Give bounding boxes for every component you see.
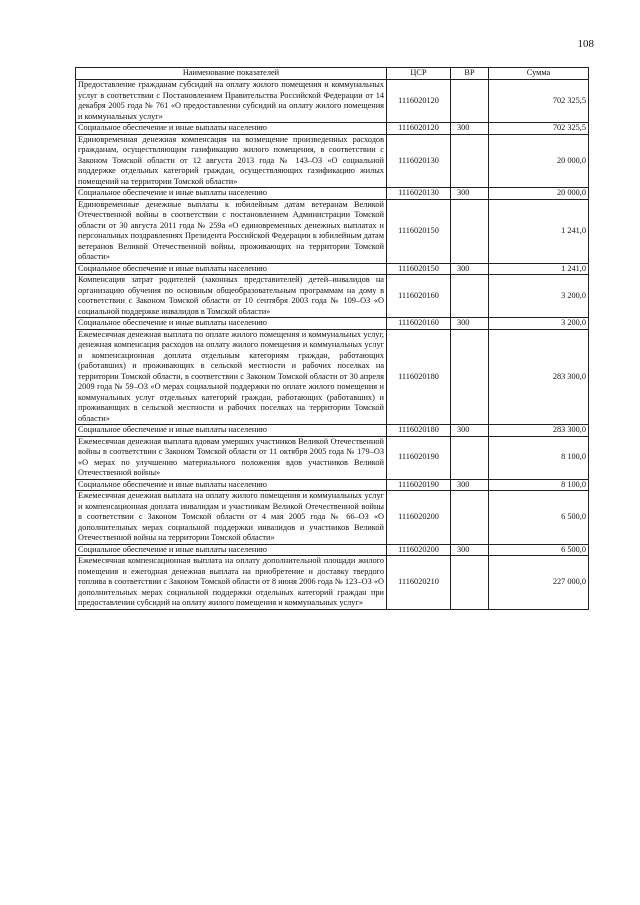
page-number: 108 bbox=[577, 38, 594, 50]
row-sum-cell: 3 200,0 bbox=[489, 275, 589, 318]
row-sum-cell: 283 300,0 bbox=[489, 425, 589, 437]
row-sum-cell: 6 500,0 bbox=[489, 544, 589, 556]
table-row bbox=[76, 425, 589, 437]
row-vr-cell bbox=[451, 491, 489, 545]
row-vr-cell bbox=[451, 436, 489, 479]
row-csr-cell: 1116020180 bbox=[387, 425, 451, 437]
row-sum-cell: 1 241,0 bbox=[489, 199, 589, 263]
row-csr-cell: 1116020190 bbox=[387, 479, 451, 491]
row-sum-cell: 20 000,0 bbox=[489, 134, 589, 188]
table-body bbox=[76, 80, 589, 610]
row-csr-cell: 1116020160 bbox=[387, 275, 451, 318]
table-row bbox=[76, 436, 589, 479]
row-sum-cell: 1 241,0 bbox=[489, 263, 589, 275]
row-sum-cell: 8 100,0 bbox=[489, 436, 589, 479]
row-sum-cell: 8 100,0 bbox=[489, 479, 589, 491]
row-csr-cell: 1116020150 bbox=[387, 199, 451, 263]
header-vr: ВР bbox=[451, 68, 489, 80]
row-vr-cell: 300 bbox=[451, 425, 489, 437]
row-csr-cell: 1116020150 bbox=[387, 263, 451, 275]
row-vr-cell bbox=[451, 556, 489, 610]
row-vr-cell: 300 bbox=[451, 479, 489, 491]
row-vr-cell bbox=[451, 275, 489, 318]
row-name-cell: Единовременная денежная компенсация на возмещение произведенных расходов гражданам, осуществляющим газификацию жилого помещения, в соответствии с Законом Томской области от 12 августа 2013 года № 143–ОЗ «О социальной поддержке отдельных категорий граждан, осуществляющих газификацию жилых помещений на территории Томской области» bbox=[76, 134, 387, 188]
table-row bbox=[76, 123, 589, 135]
row-csr-cell: 1116020130 bbox=[387, 134, 451, 188]
row-name-cell: Социальное обеспечение и иные выплаты населению bbox=[76, 479, 387, 491]
row-name-cell: Ежемесячная денежная выплата по оплате жилого помещения и коммунальных услуг, денежная компенсация расходов на оплату жилого помещения и коммунальных услуг и компенсационная доплата отдельным категориям граждан, работающих (работавших) и проживающих в сельской местности и рабочих поселках на территории Томской области, в соответствии с Законом Томской области от 30 апреля 2009 года № 59–ОЗ «О мерах социальной поддержки по оплате жилого помещения и коммунальных услуг отдельных категорий граждан, работающих (работавших) и проживающих в сельской местности и рабочих поселках на территории Томской области» bbox=[76, 329, 387, 425]
table-row bbox=[76, 544, 589, 556]
table-row bbox=[76, 329, 589, 425]
row-csr-cell: 1116020160 bbox=[387, 318, 451, 330]
table-row bbox=[76, 134, 589, 188]
table-row bbox=[76, 491, 589, 545]
table-row bbox=[76, 556, 589, 610]
row-name-cell: Предоставление гражданам субсидий на оплату жилого помещения и коммунальных услуг в соответствии с Постановлением Правительства Российской Федерации от 14 декабря 2005 года № 761 «О предоставлении субсидий на оплату жилого помещения и коммунальных услуг» bbox=[76, 80, 387, 123]
row-name-cell: Социальное обеспечение и иные выплаты населению bbox=[76, 318, 387, 330]
row-name-cell: Социальное обеспечение и иные выплаты населению bbox=[76, 544, 387, 556]
row-vr-cell: 300 bbox=[451, 263, 489, 275]
row-sum-cell: 6 500,0 bbox=[489, 491, 589, 545]
table-row bbox=[76, 318, 589, 330]
row-vr-cell: 300 bbox=[451, 318, 489, 330]
row-name-cell: Ежемесячная компенсационная выплата на оплату дополнительной площади жилого помещения и ежегодная денежная выплата на приобретение и доставку твердого топлива в соответствии с Законом Томской области от 8 июня 2006 года № 123–ОЗ «О дополнительных мерах социальной поддержки отдельных категорий граждан при предоставлении субсидий на оплату жилого помещения и коммунальных услуг» bbox=[76, 556, 387, 610]
row-vr-cell bbox=[451, 329, 489, 425]
row-vr-cell: 300 bbox=[451, 123, 489, 135]
row-vr-cell bbox=[451, 134, 489, 188]
row-name-cell: Социальное обеспечение и иные выплаты населению bbox=[76, 123, 387, 135]
row-csr-cell: 1116020120 bbox=[387, 80, 451, 123]
table-row bbox=[76, 188, 589, 200]
row-sum-cell: 702 325,5 bbox=[489, 80, 589, 123]
row-sum-cell: 227 000,0 bbox=[489, 556, 589, 610]
row-csr-cell: 1116020200 bbox=[387, 491, 451, 545]
row-csr-cell: 1116020190 bbox=[387, 436, 451, 479]
budget-table bbox=[75, 67, 589, 610]
table-row bbox=[76, 263, 589, 275]
table-header-row bbox=[76, 68, 589, 80]
row-name-cell: Ежемесячная денежная выплата вдовам умерших участников Великой Отечественной войны в соответствии с Законом Томской области от 11 октября 2005 года № 179–ОЗ «О мерах по улучшению материального положения вдов участников Великой Отечественной войны» bbox=[76, 436, 387, 479]
row-csr-cell: 1116020210 bbox=[387, 556, 451, 610]
row-vr-cell bbox=[451, 199, 489, 263]
row-vr-cell: 300 bbox=[451, 188, 489, 200]
row-csr-cell: 1116020200 bbox=[387, 544, 451, 556]
row-vr-cell bbox=[451, 80, 489, 123]
header-name: Наименование показателей bbox=[76, 68, 387, 80]
table-row bbox=[76, 199, 589, 263]
row-sum-cell: 283 300,0 bbox=[489, 329, 589, 425]
header-sum: Сумма bbox=[489, 68, 589, 80]
table-row bbox=[76, 80, 589, 123]
header-csr: ЦСР bbox=[387, 68, 451, 80]
row-name-cell: Компенсация затрат родителей (законных представителей) детей–инвалидов на организацию обучения по основным общеобразовательным программам на дому в соответствии с Законом Томской области от 10 сентября 2003 года № 109–ОЗ «О социальной поддержке инвалидов в Томской области» bbox=[76, 275, 387, 318]
row-sum-cell: 702 325,5 bbox=[489, 123, 589, 135]
row-sum-cell: 3 200,0 bbox=[489, 318, 589, 330]
row-name-cell: Ежемесячная денежная выплата на оплату жилого помещения и коммунальных услуг и компенсационная доплата инвалидам и участникам Великой Отечественной войны в соответствии с Законом Томской области от 4 мая 2005 года № 66–ОЗ «О дополнительных мерах социальной поддержки инвалидов и участников Великой Отечественной войны на территории Томской области» bbox=[76, 491, 387, 545]
row-name-cell: Единовременные денежные выплаты к юбилейным датам ветеранам Великой Отечественной войны в соответствии с постановлением Администрации Томской области от 30 августа 2011 года № 259а «О единовременных денежных выплатах и персональных поздравлениях Президента Российской Федерации к юбилейным датам ветеранов Великой Отечественной войны, проживающих на территории Томской области» bbox=[76, 199, 387, 263]
row-csr-cell: 1116020180 bbox=[387, 329, 451, 425]
row-csr-cell: 1116020130 bbox=[387, 188, 451, 200]
row-name-cell: Социальное обеспечение и иные выплаты населению bbox=[76, 263, 387, 275]
row-vr-cell: 300 bbox=[451, 544, 489, 556]
table-row bbox=[76, 479, 589, 491]
row-sum-cell: 20 000,0 bbox=[489, 188, 589, 200]
table-row bbox=[76, 275, 589, 318]
row-name-cell: Социальное обеспечение и иные выплаты населению bbox=[76, 425, 387, 437]
row-csr-cell: 1116020120 bbox=[387, 123, 451, 135]
row-name-cell: Социальное обеспечение и иные выплаты населению bbox=[76, 188, 387, 200]
